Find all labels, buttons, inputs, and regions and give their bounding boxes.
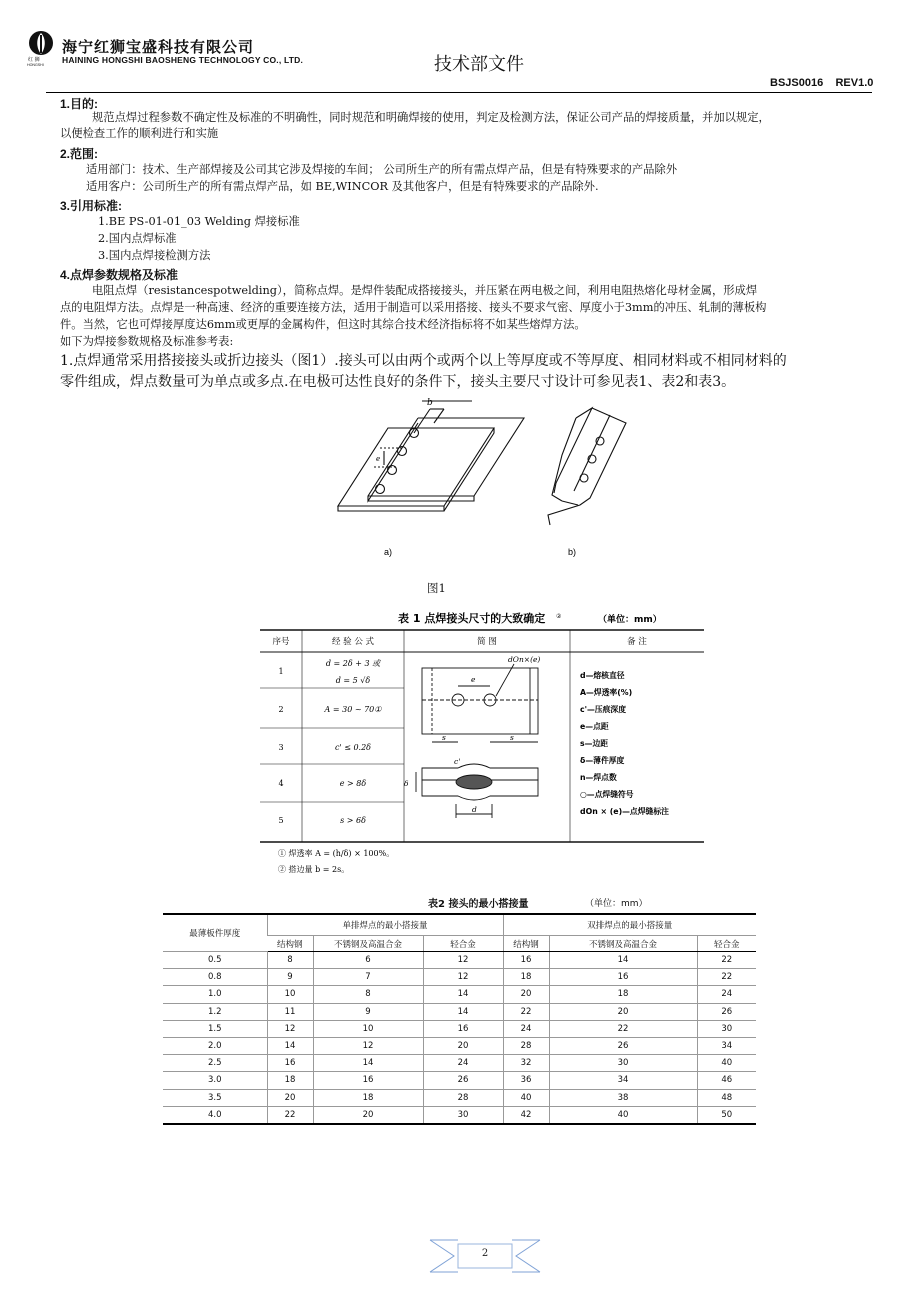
- table-2-cell: 16: [313, 1072, 423, 1089]
- table-1-diagram-label-s2: s: [510, 733, 514, 742]
- table-2-cell: 38: [549, 1089, 697, 1106]
- table-2-cell: 30: [549, 1055, 697, 1072]
- table-2-cell: 34: [697, 1037, 756, 1054]
- table-2-cell: 12: [423, 952, 503, 969]
- table-1-row1-formula-a: d = 2δ + 3 或: [325, 659, 381, 668]
- table-1-row5-formula: s > 6δ: [340, 816, 366, 825]
- figure-1-caption: 图1: [427, 581, 446, 595]
- table-2-row: [163, 1072, 756, 1089]
- table-2-cell: 22: [697, 952, 756, 969]
- table-2-row: [163, 969, 756, 986]
- table-1: [258, 606, 706, 876]
- table-2-cell: 32: [503, 1055, 549, 1072]
- section-4-para-line2: 点的电阻焊方法。点焊是一种高速、经济的重要连接方法，适用于制造可以采用搭接、接头不要求气密、厚度小于3mm的冲压、轧制的薄板构: [60, 301, 767, 314]
- section-3-item-1: 1.BE PS-01-01_03 Welding 焊接标准: [98, 215, 300, 228]
- table-1-note-4: e—点距: [580, 722, 609, 731]
- table-2-cell: 14: [313, 1055, 423, 1072]
- header-divider: [46, 92, 872, 93]
- table-2-cell: 40: [503, 1089, 549, 1106]
- table-2-cell: 22: [503, 1003, 549, 1020]
- table-1-note-3: c'—压痕深度: [580, 705, 626, 714]
- section-4-para-line1: 电阻点焊（resistancespotwelding），简称点焊。是焊件装配成搭接接头，并压紧在两电极之间，利用电阻热熔化母材金属，形成焊: [92, 284, 758, 297]
- table-2-sub-header: 结构钢: [267, 936, 313, 952]
- table-2-cell: 18: [267, 1072, 313, 1089]
- table-2-cell: 8: [313, 986, 423, 1003]
- table-2-cell: 3.0: [163, 1072, 267, 1089]
- table-2-cell: 46: [697, 1072, 756, 1089]
- table-1-note-1: d—熔核直径: [580, 671, 625, 680]
- table-2-cell: 16: [423, 1020, 503, 1037]
- table-2-cell: 22: [549, 1020, 697, 1037]
- section-4-big-line2: 零件组成，焊点数量可为单点或多点.在电极可达性良好的条件下，接头主要尺寸设计可参见表1、表2和表3。: [60, 374, 736, 390]
- table-2-cell: 6: [313, 952, 423, 969]
- table-2-cell: 28: [423, 1089, 503, 1106]
- table-2-cell: 34: [549, 1072, 697, 1089]
- table-2-cell: 9: [267, 969, 313, 986]
- table-1-title: 表 1 点焊接头尺寸的大致确定: [398, 612, 546, 625]
- table-2-cell: 4.0: [163, 1106, 267, 1124]
- table-1-note-7: n—焊点数: [580, 773, 617, 782]
- table-2-row: [163, 952, 756, 969]
- table-1-row2-no: 2: [278, 705, 284, 714]
- table-2-cell: 30: [697, 1020, 756, 1037]
- table-1-row4-formula: e > 8δ: [339, 779, 367, 788]
- table-2-row: [163, 1055, 756, 1072]
- company-name-cn: 海宁红狮宝盛科技有限公司: [62, 38, 255, 56]
- section-2-departments: 适用部门：技术、生产部焊接及公司其它涉及焊接的车间； 公司所生产的所有需点焊产品，但是有特殊要求的产品除外: [86, 163, 678, 176]
- table-2-cell: 26: [549, 1037, 697, 1054]
- table-1-diagram-label-delta: δ: [404, 779, 409, 788]
- table-2-cell: 2.5: [163, 1055, 267, 1072]
- table-2-cell: 7: [313, 969, 423, 986]
- table-2-header-double: 双排焊点的最小搭接量: [503, 914, 756, 936]
- figure-1-label-a: a): [384, 547, 393, 557]
- table-2-header-single: 单排焊点的最小搭接量: [267, 914, 503, 936]
- logo-en-text: HONGSHI: [27, 63, 44, 66]
- table-1-row4-no: 4: [278, 779, 284, 788]
- table-2-cell: 18: [313, 1089, 423, 1106]
- table-2-cell: 14: [549, 952, 697, 969]
- table-2-cell: 10: [313, 1020, 423, 1037]
- section-4-big-line1: 1.点焊通常采用搭接接头或折边接头（图1）.接头可以由两个或两个以上等厚度或不等厚度、相同材料或不相同材料的: [60, 353, 787, 369]
- table-1-note-2: A—焊透率(%): [580, 688, 633, 697]
- section-3-item-2: 2.国内点焊标准: [98, 232, 177, 245]
- figure-1-dim-b: b: [427, 398, 433, 408]
- table-2-cell: 20: [267, 1089, 313, 1106]
- table-2-title: 表2 接头的最小搭接量: [428, 899, 529, 910]
- table-2-cell: 18: [503, 969, 549, 986]
- figure-1-drawing: [326, 393, 646, 565]
- table-2-cell: 1.5: [163, 1020, 267, 1037]
- table-2-cell: 40: [697, 1055, 756, 1072]
- table-2-sub-header: 轻合金: [697, 936, 756, 952]
- section-1-heading: 1.目的:: [60, 97, 99, 111]
- table-1-diagram-label-d: d: [472, 805, 477, 814]
- table-2-cell: 22: [697, 969, 756, 986]
- table-2-cell: 22: [267, 1106, 313, 1124]
- table-2-row: [163, 1020, 756, 1037]
- table-2-cell: 48: [697, 1089, 756, 1106]
- table-2: [163, 913, 756, 1125]
- section-4-heading: 4.点焊参数规格及标准: [60, 268, 179, 282]
- table-1-title-sup: ②: [556, 613, 562, 620]
- table-2-cell: 42: [503, 1106, 549, 1124]
- table-1-diagram-label-s1: s: [442, 733, 446, 742]
- section-2-heading: 2.范围:: [60, 147, 99, 161]
- table-2-row: [163, 1003, 756, 1020]
- table-2-cell: 2.0: [163, 1037, 267, 1054]
- table-2-sub-header: 轻合金: [423, 936, 503, 952]
- company-logo: [26, 30, 60, 66]
- table-2-cell: 20: [503, 986, 549, 1003]
- table-2-cell: 14: [267, 1037, 313, 1054]
- document-title: 技术部文件: [434, 54, 524, 75]
- section-3-item-3: 3.国内点焊接检测方法: [98, 249, 211, 262]
- table-2-cell: 0.5: [163, 952, 267, 969]
- table-2-cell: 12: [267, 1020, 313, 1037]
- section-1-text-line2: 以便检查工作的顺利进行和实施: [60, 127, 219, 140]
- table-2-cell: 36: [503, 1072, 549, 1089]
- doc-revision: REV1.0: [835, 77, 874, 89]
- document-code: [770, 77, 873, 89]
- table-2-cell: 1.0: [163, 986, 267, 1003]
- table-1-row3-formula: c' ≤ 0.2δ: [334, 743, 372, 752]
- table-2-cell: 40: [549, 1106, 697, 1124]
- table-2-cell: 1.2: [163, 1003, 267, 1020]
- table-2-cell: 24: [423, 1055, 503, 1072]
- table-2-cell: 12: [313, 1037, 423, 1054]
- section-2-customers: 适用客户：公司所生产的所有需点焊产品，如 BE,WINCOR 及其他客户，但是有特殊要求的产品除外.: [86, 180, 599, 193]
- table-2-cell: 12: [423, 969, 503, 986]
- table-1-row2-formula: A = 30 ~ 70①: [324, 705, 382, 714]
- figure-1-label-b: b): [568, 547, 577, 557]
- table-2-cell: 14: [423, 1003, 503, 1020]
- table-1-footnote-2: ② 搭边量 b = 2s。: [278, 865, 350, 874]
- table-1-header-no: 序号: [272, 637, 290, 647]
- table-2-cell: 20: [313, 1106, 423, 1124]
- table-1-row1-no: 1: [278, 667, 284, 676]
- table-1-header-diagram: 简 图: [477, 637, 497, 647]
- table-2-cell: 10: [267, 986, 313, 1003]
- table-1-header-notes: 备 注: [627, 637, 647, 647]
- logo-cn-text: 红 狮: [28, 57, 40, 63]
- table-2-cell: 16: [549, 969, 697, 986]
- section-4-ref-line: 如下为焊接参数规格及标准参考表:: [60, 335, 234, 348]
- table-1-note-8: ○—点焊缝符号: [580, 790, 634, 799]
- table-2-sub-header: 结构钢: [503, 936, 549, 952]
- table-1-note-5: s—边距: [580, 739, 609, 748]
- table-2-header-thickness: 最薄板件厚度: [163, 914, 267, 952]
- table-2-cell: 0.8: [163, 969, 267, 986]
- table-1-note-9: dOn × (e)—点焊缝标注: [580, 807, 669, 816]
- table-2-cell: 26: [423, 1072, 503, 1089]
- table-2-row: [163, 1037, 756, 1054]
- section-1-text-line1: 规范点焊过程参数不确定性及标准的不明确性，同时规范和明确焊接的使用，判定及检测方法，保证公司产品的焊接质量，并加以规定，: [92, 111, 770, 124]
- table-2-cell: 16: [503, 952, 549, 969]
- table-1-diagram-label-c: c': [454, 757, 461, 766]
- table-2-row: [163, 986, 756, 1003]
- table-1-row1-formula-b: d = 5 √δ: [335, 676, 371, 685]
- table-2-cell: 24: [503, 1020, 549, 1037]
- table-2-row: [163, 1106, 756, 1124]
- company-name-en: HAINING HONGSHI BAOSHENG TECHNOLOGY CO., LTD.: [62, 55, 304, 65]
- table-2-cell: 26: [697, 1003, 756, 1020]
- table-1-row3-no: 3: [278, 743, 284, 752]
- table-1-unit: （单位：mm）: [598, 615, 662, 625]
- table-2-cell: 14: [423, 986, 503, 1003]
- table-2-cell: 16: [267, 1055, 313, 1072]
- table-1-header-formula: 经 验 公 式: [331, 637, 375, 647]
- section-3-heading: 3.引用标准:: [60, 199, 123, 213]
- table-1-diagram-label-don: dOn×(e): [508, 655, 541, 664]
- table-2-body: [163, 952, 756, 1124]
- table-2-sub-header: 不锈钢及高温合金: [549, 936, 697, 952]
- figure-1-dim-e: e: [376, 455, 381, 463]
- table-2-cell: 9: [313, 1003, 423, 1020]
- table-1-note-6: δ—薄件厚度: [580, 756, 625, 765]
- table-1-footnote-1: ① 焊透率 A = (h/δ) × 100%。: [278, 849, 395, 858]
- table-2-sub-header: 不锈钢及高温合金: [313, 936, 423, 952]
- table-2-cell: 28: [503, 1037, 549, 1054]
- table-1-diagram-label-e: e: [471, 675, 476, 684]
- section-4-para-line3: 件。当然，它也可焊接厚度达6mm或更厚的金属构件，但这时其综合技术经济指标将不如某些熔焊方法。: [60, 318, 586, 331]
- table-2-cell: 20: [549, 1003, 697, 1020]
- table-1-diagram: [416, 664, 538, 818]
- table-2-cell: 18: [549, 986, 697, 1003]
- table-2-cell: 8: [267, 952, 313, 969]
- table-1-row5-no: 5: [278, 816, 284, 825]
- table-2-cell: 24: [697, 986, 756, 1003]
- page-footer: [428, 1236, 542, 1276]
- table-2-cell: 50: [697, 1106, 756, 1124]
- page-number: 2: [481, 1248, 489, 1259]
- doc-number: BSJS0016: [770, 77, 824, 89]
- table-2-cell: 20: [423, 1037, 503, 1054]
- table-2-unit: （单位：mm）: [585, 899, 648, 909]
- table-2-cell: 11: [267, 1003, 313, 1020]
- table-2-row: [163, 1089, 756, 1106]
- table-2-cell: 30: [423, 1106, 503, 1124]
- table-2-cell: 3.5: [163, 1089, 267, 1106]
